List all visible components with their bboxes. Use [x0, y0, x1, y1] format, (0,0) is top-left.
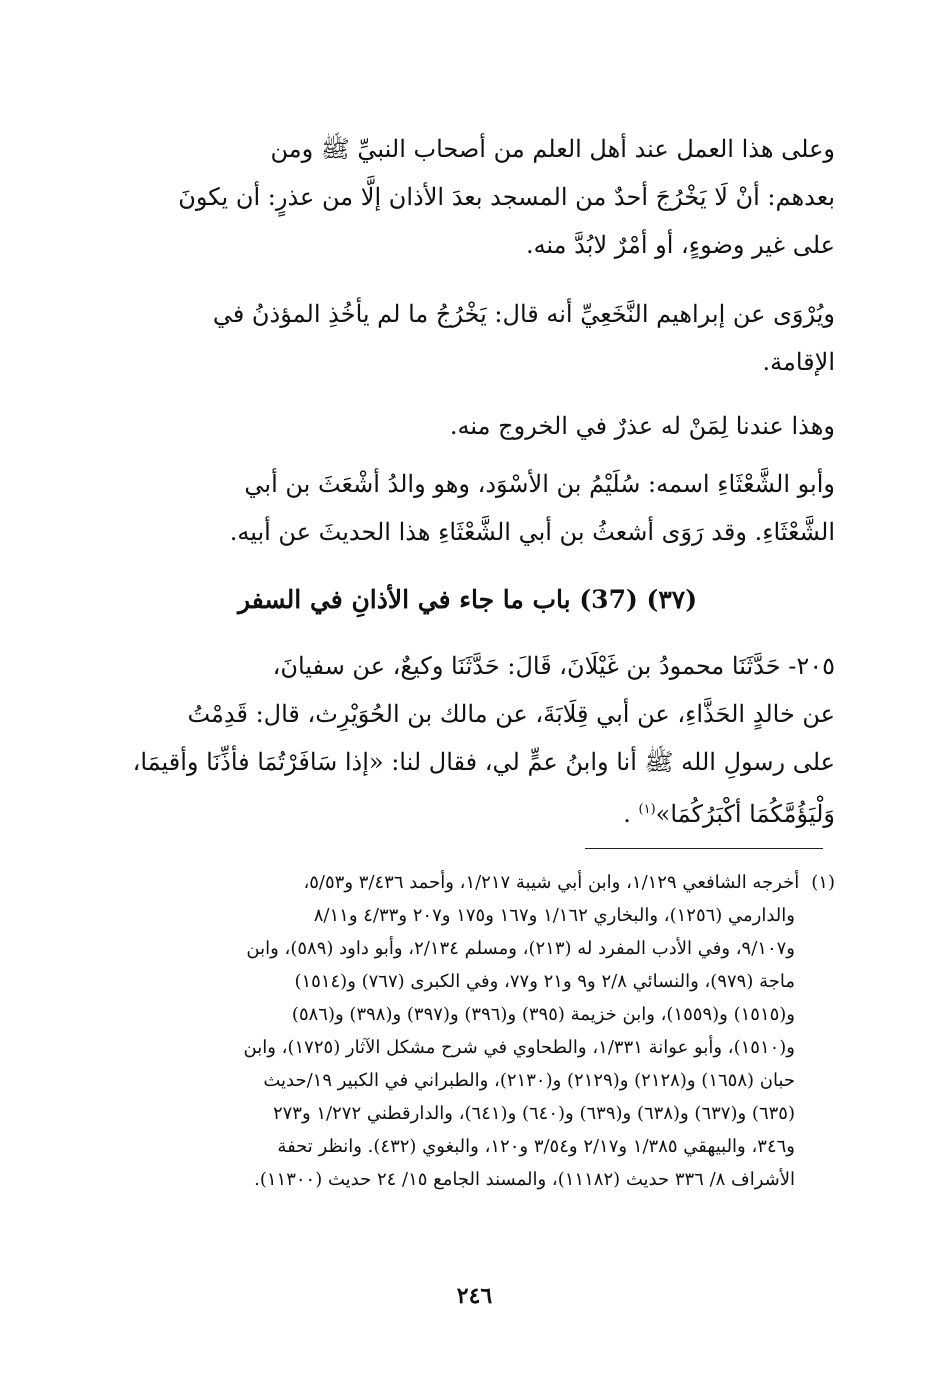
footnote-reference[interactable]: (١) — [638, 802, 656, 817]
footnote-line — [100, 866, 835, 899]
footnote-line: و(١٥١٥) و(١٥٥٩)، وابن خزيمة (٣٩٥) و(٣٩٦) و(٣٩٧) و(٣٩٨) و(٥٨٦) — [291, 1004, 795, 1025]
footnote-separator — [585, 848, 823, 849]
footnote-text: أخرجه الشافعي ١/١٢٩، وابن أبي شيبة ١/٢١٧، وأحمد ٣/٤٣٦ و٥/٥٣، — [303, 872, 800, 893]
text-line: وعلى هذا العمل عند أهل العلم من أصحاب النبيِّ ﷺ ومن — [270, 135, 835, 163]
text-line-last — [100, 786, 835, 838]
hadith-text: وَلْيَؤُمَّكُمَا أكْبَرُكُمَا» — [655, 800, 835, 828]
text-line: وأبو الشَّعْثَاءِ اسمه: سُلَيْمُ بن الأسْوَد، وهو والدُ أشْعَثَ بن أبي — [244, 470, 835, 498]
text-line: ٢٠٥- حَدَّثَنَا محمودُ بن غَيْلَانَ، قَالَ: حَدَّثَنَا وكيعٌ، عن سفيانَ، — [272, 652, 835, 680]
text-line: وهذا عندنا لِمَنْ له عذرٌ في الخروج منه. — [449, 412, 835, 440]
footnote-line: و٣٤٦، والبيهقي ١/٣٨٥ و٢/١٧ و٣/٥٤ و١٢٠، والبغوي (٤٣٢). وانظر تحفة — [277, 1136, 795, 1157]
footnote-marker: (١) — [811, 872, 835, 893]
footnote-line: (٦٣٥) و(٦٣٧) و(٦٣٨) و(٦٣٩) و(٦٤٠) و(٦٤١)، والدارقطني ١/٢٧٢ و٢٧٣ — [272, 1103, 795, 1124]
text-line: على غير وضوءٍ، أو أمْرٌ لابُدَّ منه. — [525, 231, 835, 259]
footnote-line: و٩/١٠٧، وفي الأدب المفرد له (٢١٣)، ومسلم ٢/١٣٤، وأبو داود (٥٨٩)، وابن — [246, 938, 795, 959]
text-line: بعدهم: أنْ لَا يَخْرُجَ أحدٌ من المسجد بعدَ الأذان إلَّا من عذرٍ: أن يكونَ — [178, 183, 835, 211]
footnote-line: حبان (١٦٥٨) و(٢١٢٨) و(٢١٢٩) و(٢١٣٠)، والطبراني في الكبير ١٩/حديث — [263, 1070, 795, 1091]
full-stop: . — [623, 800, 631, 828]
footnote — [100, 866, 835, 1196]
text-line: عن خالدٍ الحَذَّاءِ، عن أبي قِلَابَةَ، عن مالك بن الحُوَيْرِث، قال: قَدِمْتُ — [187, 700, 835, 728]
text-line: ويُرْوَى عن إبراهيم النَّخَعِيِّ أنه قال: يَخْرُجُ ما لم يأخُذِ المؤذنُ في — [212, 300, 835, 328]
footnote-line: الأشراف ٨/ ٣٣٦ حديث (١١١٨٢)، والمسند الجامع ١٥/ ٢٤ حديث (١١٣٠٠). — [254, 1169, 795, 1190]
text-line: على رسولِ الله ﷺ أنا وابنُ عمٍّ لي، فقال لنا: «إذا سَافَرْتُمَا فأذِّنَا وأقيمَا، — [132, 748, 835, 776]
paragraph-3 — [100, 402, 835, 450]
hadith-paragraph — [100, 642, 835, 838]
paragraph-2 — [100, 290, 835, 386]
footnote-line: ماجة (٩٧٩)، والنسائي ٢/٨ و٩ و٢١ و٧٧، وفي الكبرى (٧٦٧) و(١٥١٤) — [294, 971, 795, 992]
text-line: الإقامة. — [762, 348, 835, 376]
paragraph-4 — [100, 460, 835, 556]
text-line: الشَّعْثَاءِ. وقد رَوَى أشعثُ بن أبي الشَّعْثَاءِ هذا الحديثَ عن أبيه. — [229, 518, 835, 546]
chapter-heading: (٣٧) (37) باب ما جاء في الأذانِ في السفر — [237, 585, 698, 614]
page-number: ٢٤٦ — [456, 1283, 493, 1309]
paragraph-1 — [100, 125, 835, 269]
footnote-line: و(١٥١٠)، وأبو عوانة ١/٣٣١، والطحاوي في شرح مشكل الآثار (١٧٢٥)، وابن — [243, 1037, 795, 1058]
footnote-line: والدارمي (١٢٥٦)، والبخاري ١/١٦٢ و١٦٧ و١٧٥ و٢٠٧ و٤/٣٣ و٨/١١ — [313, 905, 795, 926]
